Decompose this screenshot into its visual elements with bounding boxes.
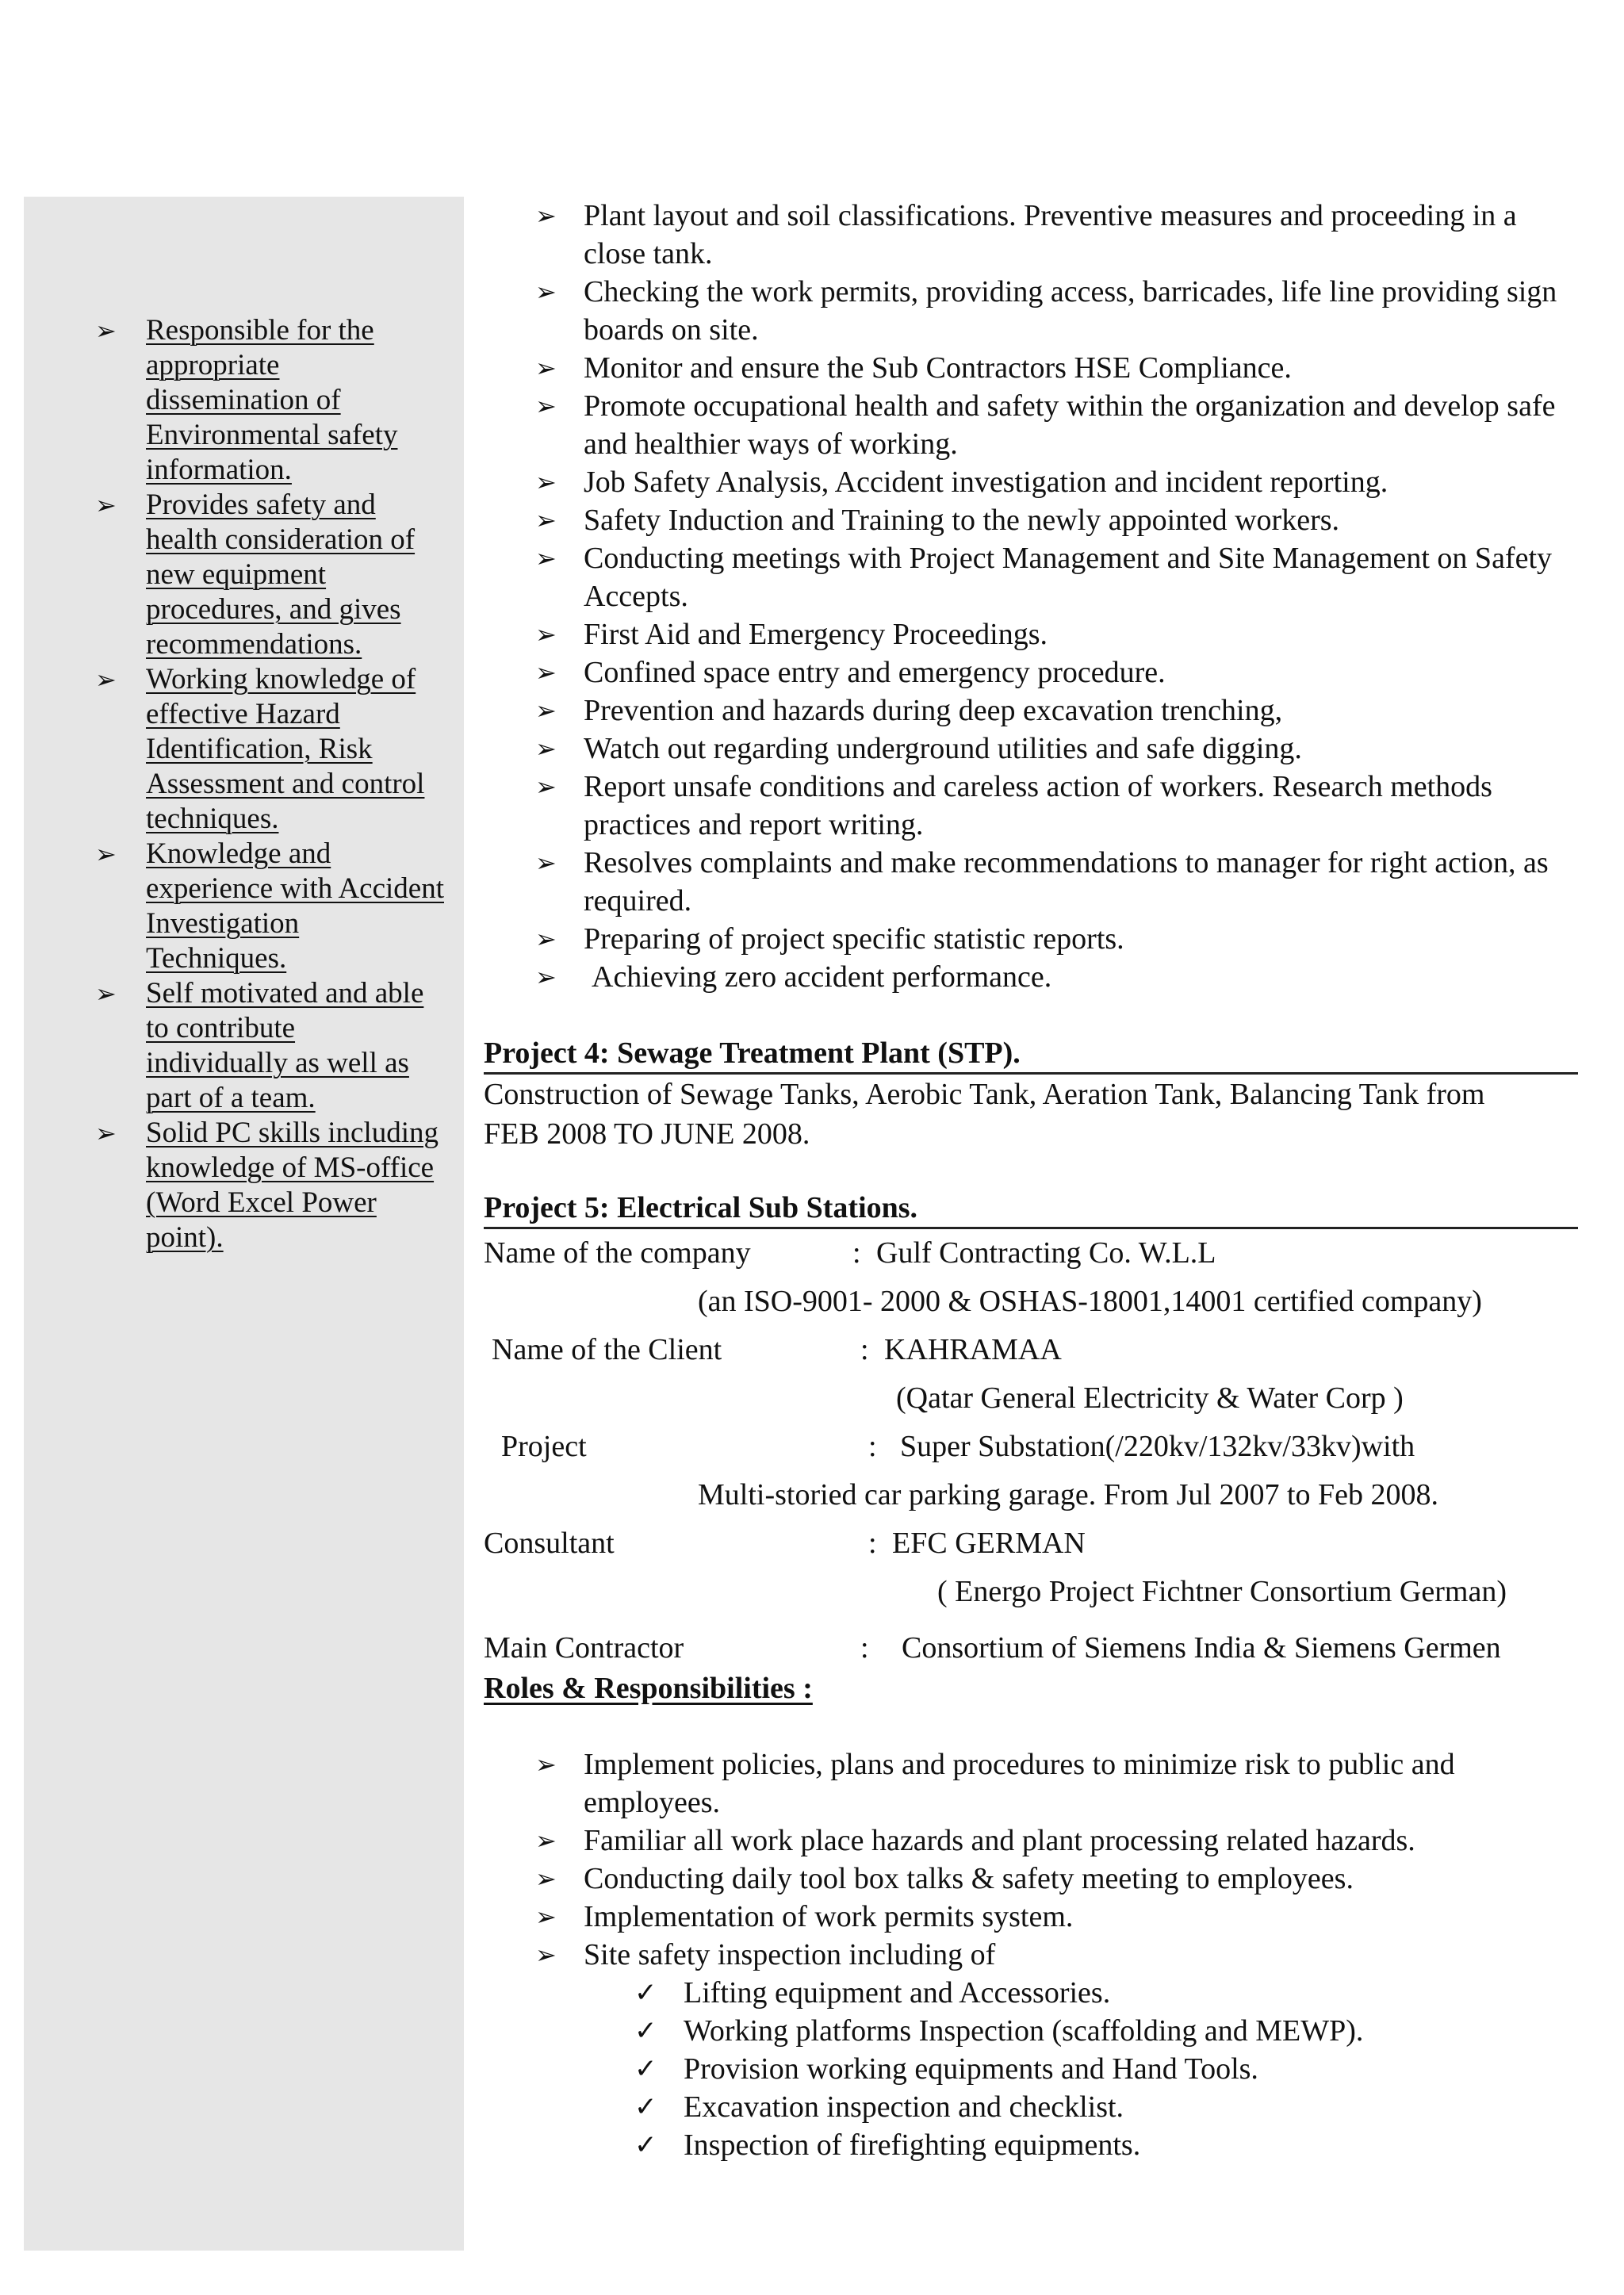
arrow-bullet-icon: ➢ <box>535 1940 557 1970</box>
checkmark-icon: ✓ <box>634 2129 657 2161</box>
skill-text: Working knowledge of effective Hazard Identification, Risk Assessment and control techniques. <box>146 663 425 835</box>
duty-text: Conducting meetings with Project Management and Site Management on Safety Accepts. <box>584 542 1553 613</box>
list-item <box>484 2050 1578 2088</box>
list-item <box>484 2012 1578 2050</box>
list-item <box>95 837 444 976</box>
arrow-bullet-icon: ➢ <box>535 1902 557 1932</box>
duty-text: Preparing of project specific statistic reports. <box>584 922 1124 956</box>
consultant-row <box>484 1519 1578 1568</box>
duty-text: Prevention and hazards during deep excavation trenching, <box>584 694 1283 727</box>
client-label: Name of the Client <box>492 1333 722 1366</box>
consultant-value: EFC GERMAN <box>892 1527 1086 1560</box>
duty-text: Safety Induction and Training to the newly appointed workers. <box>584 504 1340 537</box>
duty-text: Confined space entry and emergency procedure. <box>584 656 1166 689</box>
list-item <box>484 387 1578 463</box>
consultant-note: ( Energo Project Fichtner Consortium German) <box>937 1575 1507 1608</box>
role-text: Site safety inspection including of <box>584 1938 996 1971</box>
list-item <box>484 1974 1578 2012</box>
arrow-bullet-icon: ➢ <box>535 619 557 649</box>
checkmark-icon: ✓ <box>634 2015 657 2047</box>
company-note-row <box>484 1278 1578 1326</box>
list-item <box>484 615 1578 653</box>
list-item <box>484 539 1578 615</box>
company-note: (an ISO-9001- 2000 & OSHAS-18001,14001 certified company) <box>698 1285 1482 1318</box>
inspection-text: Inspection of firefighting equipments. <box>684 2128 1141 2162</box>
list-item <box>484 501 1578 539</box>
arrow-bullet-icon: ➢ <box>535 924 557 954</box>
arrow-bullet-icon: ➢ <box>95 839 117 869</box>
roles-heading: Roles & Responsibilities : <box>484 1672 813 1705</box>
list-item <box>484 1936 1578 1974</box>
skill-text: Provides safety and health consideration of new equipment procedures, and gives recommendations. <box>146 489 416 661</box>
project-label: Project <box>501 1430 587 1463</box>
arrow-bullet-icon: ➢ <box>535 353 557 383</box>
list-item <box>484 1860 1578 1898</box>
duties-list <box>484 197 1578 996</box>
duty-text: Promote occupational health and safety within the organization and develop safe and healthier ways of working. <box>584 389 1556 461</box>
checkmark-icon: ✓ <box>634 2053 657 2085</box>
project4-description: Construction of Sewage Tanks, Aerobic Tank, Aeration Tank, Balancing Tank from FEB 2008 TO JUNE 2008. <box>484 1078 1485 1151</box>
company-label: Name of the company <box>484 1236 751 1270</box>
contractor-value: Consortium of Siemens India & Siemens Germen <box>902 1631 1501 1665</box>
arrow-bullet-icon: ➢ <box>535 695 557 726</box>
colon: : <box>860 1631 869 1665</box>
arrow-bullet-icon: ➢ <box>95 665 117 695</box>
arrow-bullet-icon: ➢ <box>95 979 117 1009</box>
contractor-label: Main Contractor <box>484 1631 684 1665</box>
arrow-bullet-icon: ➢ <box>535 505 557 535</box>
arrow-bullet-icon: ➢ <box>535 848 557 878</box>
skill-text: Solid PC skills including knowledge of MS-office (Word Excel Power point). <box>146 1117 439 1254</box>
list-item <box>484 273 1578 349</box>
list-item <box>484 2126 1578 2164</box>
list-item <box>484 1822 1578 1860</box>
project-note: Multi-storied car parking garage. From Jul 2007 to Feb 2008. <box>698 1478 1439 1511</box>
list-item <box>484 463 1578 501</box>
arrow-bullet-icon: ➢ <box>535 201 557 231</box>
inspection-text: Working platforms Inspection (scaffolding and MEWP). <box>684 2014 1364 2048</box>
main-content <box>484 197 1578 2164</box>
list-item <box>95 1116 444 1255</box>
arrow-bullet-icon: ➢ <box>535 1749 557 1780</box>
colon: : <box>868 1527 877 1560</box>
inspection-list <box>484 1974 1578 2164</box>
list-item <box>95 488 444 662</box>
duty-text: Achieving zero accident performance. <box>592 960 1052 994</box>
inspection-text: Lifting equipment and Accessories. <box>684 1976 1111 2010</box>
list-item <box>484 2088 1578 2126</box>
skills-list <box>95 313 444 1255</box>
skill-text: Responsible for the appropriate dissemination of Environmental safety information. <box>146 314 398 486</box>
arrow-bullet-icon: ➢ <box>535 734 557 764</box>
list-item <box>484 844 1578 920</box>
list-item <box>95 313 444 488</box>
client-row <box>484 1326 1578 1374</box>
project-note-row <box>484 1471 1578 1519</box>
inspection-text: Provision working equipments and Hand Tools. <box>684 2052 1258 2086</box>
client-note-row <box>484 1374 1578 1423</box>
role-text: Implementation of work permits system. <box>584 1900 1074 1933</box>
role-text: Familiar all work place hazards and plant processing related hazards. <box>584 1824 1415 1857</box>
arrow-bullet-icon: ➢ <box>535 391 557 421</box>
arrow-bullet-icon: ➢ <box>95 490 117 520</box>
list-item <box>484 1745 1578 1822</box>
duty-text: Report unsafe conditions and careless action of workers. Research methods practices and report writing. <box>584 770 1492 841</box>
duty-text: Checking the work permits, providing access, barricades, life line providing sign boards on site. <box>584 275 1557 347</box>
client-value: KAHRAMAA <box>884 1333 1062 1366</box>
list-item <box>484 958 1578 996</box>
role-text: Implement policies, plans and procedures to minimize risk to public and employees. <box>584 1748 1455 1819</box>
arrow-bullet-icon: ➢ <box>535 1826 557 1856</box>
list-item <box>484 653 1578 692</box>
arrow-bullet-icon: ➢ <box>535 277 557 307</box>
skill-text: Self motivated and able to contribute individually as well as part of a team. <box>146 977 424 1114</box>
list-item <box>484 197 1578 273</box>
arrow-bullet-icon: ➢ <box>535 543 557 573</box>
arrow-bullet-icon: ➢ <box>535 772 557 802</box>
role-text: Conducting daily tool box talks & safety meeting to employees. <box>584 1862 1354 1895</box>
roles-list <box>484 1745 1578 1974</box>
checkmark-icon: ✓ <box>634 2091 657 2123</box>
skill-text: Knowledge and experience with Accident Investigation Techniques. <box>146 837 444 975</box>
contractor-row <box>484 1624 1578 1672</box>
duty-text: First Aid and Emergency Proceedings. <box>584 618 1048 651</box>
colon: : <box>860 1333 869 1366</box>
arrow-bullet-icon: ➢ <box>95 316 117 346</box>
list-item <box>95 662 444 837</box>
inspection-text: Excavation inspection and checklist. <box>684 2090 1124 2124</box>
list-item <box>95 976 444 1116</box>
client-note: (Qatar General Electricity & Water Corp ) <box>896 1381 1404 1415</box>
colon: : <box>852 1236 861 1270</box>
project5-details <box>484 1229 1578 1672</box>
project5-heading: Project 5: Electrical Sub Stations. <box>484 1189 1578 1229</box>
arrow-bullet-icon: ➢ <box>535 657 557 688</box>
checkmark-icon: ✓ <box>634 1977 657 2009</box>
list-item <box>484 692 1578 730</box>
duty-text: Resolves complaints and make recommendations to manager for right action, as required. <box>584 846 1549 918</box>
arrow-bullet-icon: ➢ <box>535 1864 557 1894</box>
arrow-bullet-icon: ➢ <box>535 962 557 992</box>
colon: : <box>868 1430 877 1463</box>
project4-heading: Project 4: Sewage Treatment Plant (STP). <box>484 1034 1578 1075</box>
duty-text: Monitor and ensure the Sub Contractors HSE Compliance. <box>584 351 1292 385</box>
list-item <box>484 768 1578 844</box>
duty-text: Watch out regarding underground utilities and safe digging. <box>584 732 1302 765</box>
consultant-label: Consultant <box>484 1527 615 1560</box>
list-item <box>484 349 1578 387</box>
list-item <box>484 920 1578 958</box>
arrow-bullet-icon: ➢ <box>535 467 557 497</box>
project-value: Super Substation(/220kv/132kv/33kv)with <box>900 1430 1415 1463</box>
company-value: Gulf Contracting Co. W.L.L <box>876 1236 1216 1270</box>
consultant-note-row <box>484 1568 1578 1616</box>
project-row <box>484 1423 1578 1471</box>
duty-text: Plant layout and soil classifications. Preventive measures and proceeding in a close tank. <box>584 199 1517 270</box>
company-row <box>484 1229 1578 1278</box>
duty-text: Job Safety Analysis, Accident investigation and incident reporting. <box>584 466 1388 499</box>
list-item <box>484 1898 1578 1936</box>
list-item <box>484 730 1578 768</box>
arrow-bullet-icon: ➢ <box>95 1118 117 1148</box>
